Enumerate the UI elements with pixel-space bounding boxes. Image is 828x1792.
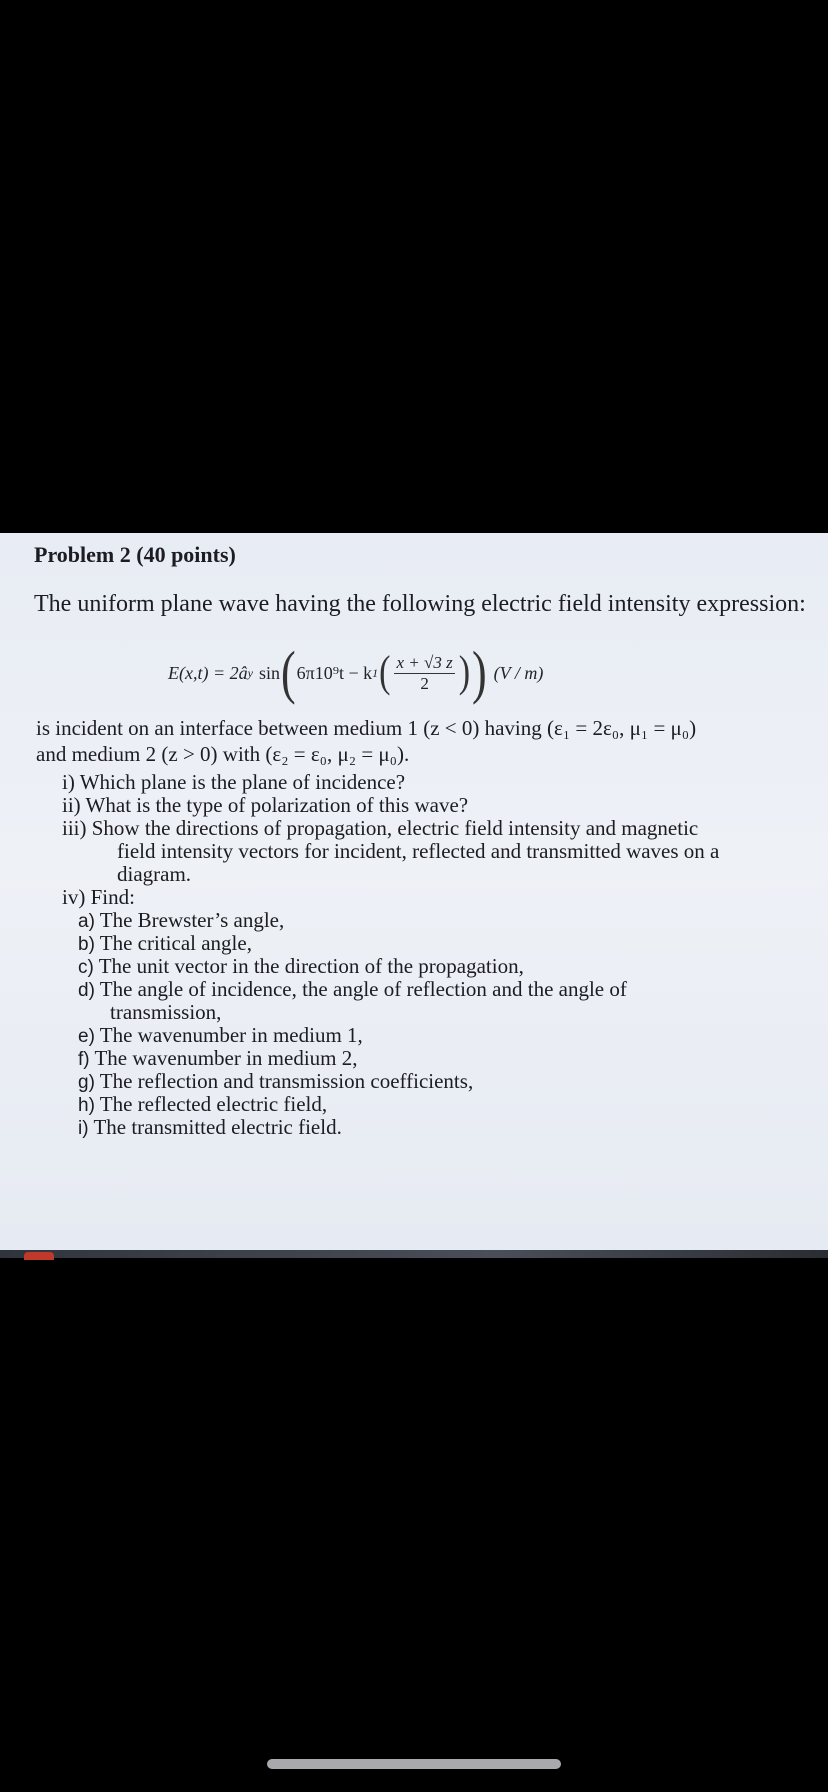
subquestion-label: g) [78,1072,95,1093]
subquestion-item [78,954,524,979]
subquestion-item [78,977,627,1002]
subquestion-text: The reflection and transmission coefficients, [99,1069,474,1093]
subquestion-label: b) [78,934,95,955]
medium-line-2: and medium 2 (z > 0) with (ε₂ = ε₀, μ₂ = μ₀). [36,742,410,766]
question-text: Which plane is the plane of incidence? [79,770,406,794]
subquestion-label: h) [78,1095,95,1116]
equation-numerator: x + √3 z [396,652,453,672]
equation-units: (V / m) [493,662,544,683]
red-object [24,1252,54,1260]
equation-argument: 6π10⁹t − k [296,662,373,683]
equation-lhs-subscript: y [247,665,253,680]
problem-intro: The uniform plane wave having the following electric field intensity expression: [34,591,806,617]
subquestion-item [78,1069,473,1094]
question-item [62,816,698,841]
question-item [62,885,135,910]
equation-lhs: E(x,t) = 2â [168,662,248,683]
subquestion-label: d) [78,980,95,1001]
problem-sheet [0,533,828,1258]
subquestion-continuation: transmission, [110,1000,222,1024]
equation-argument-subscript: 1 [372,665,379,680]
equation-denominator: 2 [420,673,429,693]
question-continuation: diagram. [117,862,192,886]
question-text: What is the type of polarization of this wave? [85,793,469,817]
subquestion-text: The Brewster’s angle, [99,908,285,932]
subquestion-text: The reflected electric field, [99,1092,328,1116]
subquestion-item [78,1115,342,1140]
subquestion-text: The wavenumber in medium 2, [94,1046,358,1070]
subquestion-label: f) [78,1049,90,1070]
question-label: i) [62,770,75,794]
subquestion-text: The angle of incidence, the angle of reflection and the angle of [99,977,627,1001]
subquestion-item [78,1023,363,1048]
field-equation: E(x,t) = 2â y sin ( 6π10⁹t − k 1 ( $\frac{x + √3 z}{2}$ ) ) (V / m) [168,639,544,706]
problem-title: Problem 2 (40 points) [34,542,236,567]
subquestion-label: a) [78,911,95,932]
question-label: ii) [62,793,81,817]
equation-fraction [394,654,454,693]
subquestion-label: c) [78,957,94,978]
question-text: Find: [90,885,135,909]
question-label: iii) [62,816,87,840]
subquestion-label: i) [78,1118,89,1139]
subquestion-item [78,1092,327,1117]
question-text: Show the directions of propagation, electric field intensity and magnetic [91,816,699,840]
subquestion-text: The unit vector in the direction of the propagation, [98,954,524,978]
subquestion-item [78,931,252,956]
subquestion-text: The transmitted electric field. [93,1115,342,1139]
subquestion-item [78,1046,358,1071]
medium-line-1: is incident on an interface between medium 1 (z < 0) having (ε₁ = 2ε₀, μ₁ = μ₀) [36,716,697,740]
photo-edge [0,1250,828,1258]
question-item [62,793,468,818]
subquestion-label: e) [78,1026,95,1047]
question-item [62,770,405,795]
question-label: iv) [62,885,86,909]
equation-func: sin [258,662,280,683]
subquestion-item [78,908,284,933]
subquestion-text: The wavenumber in medium 1, [99,1023,363,1047]
home-indicator[interactable] [267,1759,561,1769]
subquestion-text: The critical angle, [99,931,252,955]
question-continuation: field intensity vectors for incident, reflected and transmitted waves on a [117,839,720,863]
